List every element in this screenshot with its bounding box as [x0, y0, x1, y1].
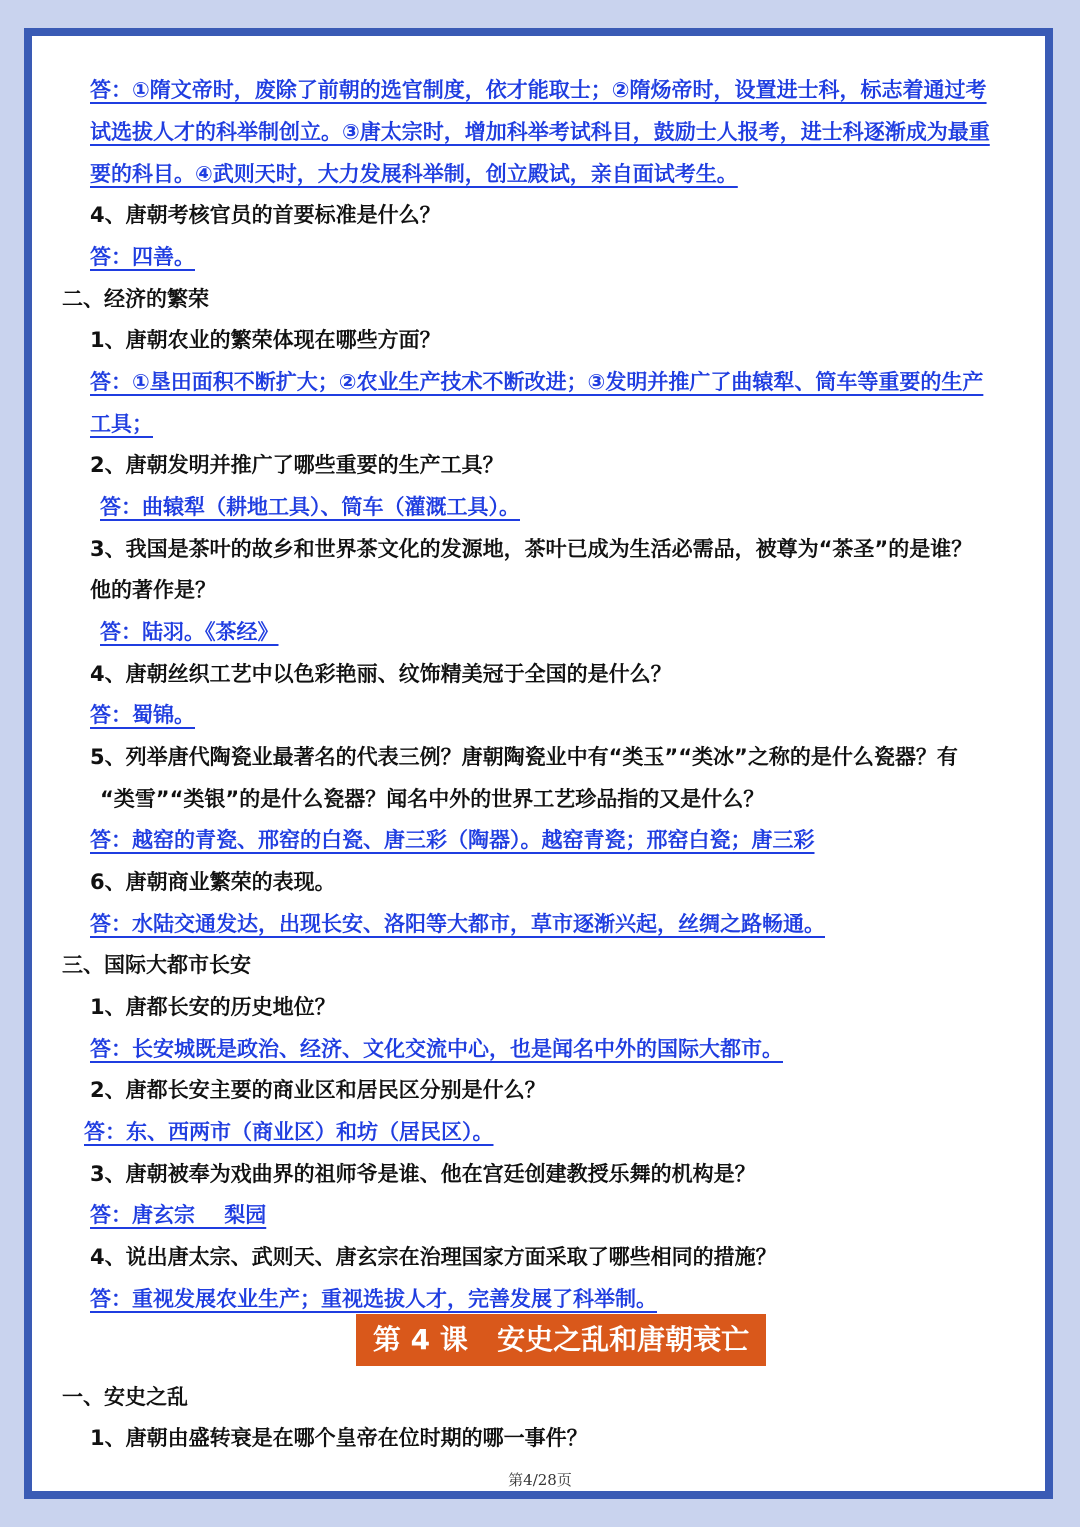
answer: 答：陆羽。《茶经》 — [100, 620, 279, 644]
answer: 答：曲辕犁（耕地工具）、筒车（灌溉工具）。 — [100, 495, 520, 519]
answer-line: 试选拔人才的科举制创立。③唐太宗时，增加科举考试科目，鼓励士人报考，进士科逐渐成为最重 — [90, 120, 990, 144]
question-line: 他的著作是？ — [90, 578, 216, 602]
answer: 答：水陆交通发达，出现长安、洛阳等大都市，草市逐渐兴起，丝绸之路畅通。 — [90, 912, 825, 936]
answer: 答：重视发展农业生产；重视选拔人才，完善发展了科举制。 — [90, 1287, 657, 1311]
question: 4、说出唐太宗、武则天、唐玄宗在治理国家方面采取了哪些相同的措施？ — [90, 1245, 777, 1269]
section-heading: 二、经济的繁荣 — [62, 287, 209, 311]
question-line: 5、列举唐代陶瓷业最著名的代表三例？唐朝陶瓷业中有“类玉”“类冰”之称的是什么瓷器？有 — [90, 745, 958, 769]
answer-line: 工具； — [90, 412, 153, 436]
question: 6、唐朝商业繁荣的表现。 — [90, 870, 336, 894]
section-heading: 一、安史之乱 — [62, 1385, 188, 1409]
question: 1、唐朝农业的繁荣体现在哪些方面？ — [90, 328, 441, 352]
answer: 答：四善。 — [90, 245, 195, 269]
answer-line: 答：①垦田面积不断扩大；②农业生产技术不断改进；③发明并推广了曲辕犁、筒车等重要的生产 — [90, 370, 984, 394]
question: 3、唐朝被奉为戏曲界的祖师爷是谁、他在宫廷创建教授乐舞的机构是？ — [90, 1162, 756, 1186]
answer-line: 答：①隋文帝时，废除了前朝的选官制度，依才能取士；②隋炀帝时，设置进士科，标志着通过考 — [90, 78, 987, 102]
answer: 答：唐玄宗 梨园 — [90, 1203, 267, 1227]
answer: 答：长安城既是政治、经济、文化交流中心，也是闻名中外的国际大都市。 — [90, 1037, 783, 1061]
lesson-title-banner: 第 4 课 安史之乱和唐朝衰亡 — [356, 1314, 766, 1366]
question-line: “类雪”“类银”的是什么瓷器？闻名中外的世界工艺珍品指的又是什么？ — [100, 787, 765, 811]
answer: 答：越窑的青瓷、邢窑的白瓷、唐三彩（陶器）。越窑青瓷；邢窑白瓷；唐三彩 — [90, 828, 815, 852]
question: 4、唐朝考核官员的首要标准是什么？ — [90, 203, 441, 227]
question-line: 3、我国是茶叶的故乡和世界茶文化的发源地，茶叶已成为生活必需品，被尊为“茶圣”的是谁？ — [90, 537, 973, 561]
question: 1、唐都长安的历史地位？ — [90, 995, 336, 1019]
section-heading: 三、国际大都市长安 — [62, 953, 251, 977]
question: 4、唐朝丝织工艺中以色彩艳丽、纹饰精美冠于全国的是什么？ — [90, 662, 672, 686]
answer: 答：东、西两市（商业区）和坊（居民区）。 — [84, 1120, 494, 1144]
answer: 答：蜀锦。 — [90, 703, 195, 727]
question: 1、唐朝由盛转衰是在哪个皇帝在位时期的哪一事件？ — [90, 1426, 588, 1450]
page-number: 第4/28页 — [508, 1471, 572, 1489]
question: 2、唐朝发明并推广了哪些重要的生产工具？ — [90, 453, 504, 477]
question: 2、唐都长安主要的商业区和居民区分别是什么？ — [90, 1078, 546, 1102]
answer-line: 要的科目。④武则天时，大力发展科举制，创立殿试，亲自面试考生。 — [90, 162, 738, 186]
